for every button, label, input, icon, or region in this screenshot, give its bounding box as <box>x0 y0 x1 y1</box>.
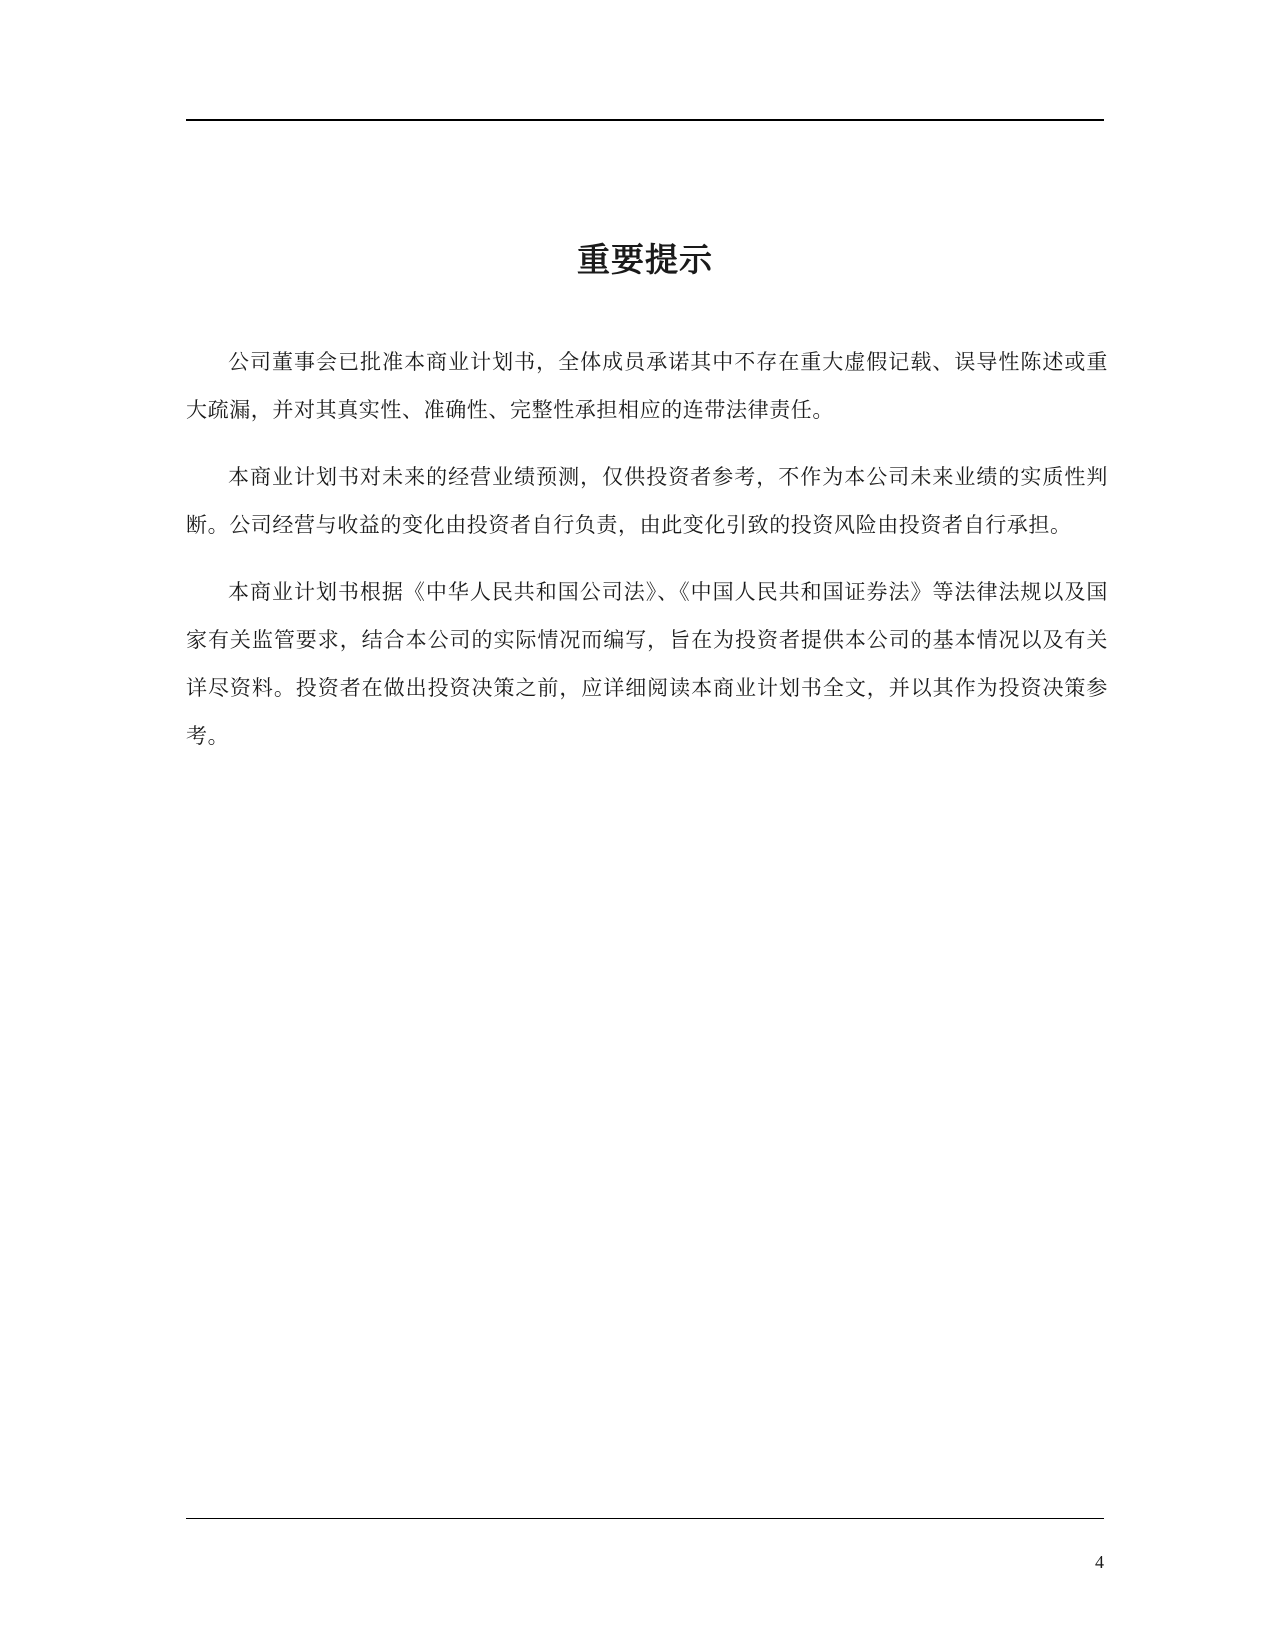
paragraph-forecast-disclaimer: 本商业计划书对未来的经营业绩预测，仅供投资者参考，不作为本公司未来业绩的实质性判断。公司经营与收益的变化由投资者自行负责，由此变化引致的投资风险由投资者自行承担。 <box>186 465 1108 537</box>
page-number: 4 <box>1095 1552 1104 1572</box>
body-text <box>186 338 1108 779</box>
page-title: 重要提示 <box>577 240 713 280</box>
footer-rule <box>186 1518 1104 1519</box>
paragraph-legal-basis: 本商业计划书根据《中华人民共和国公司法》、《中国人民共和国证券法》等法律法规以及国家有关监管要求，结合本公司的实际情况而编写，旨在为投资者提供本公司的基本情况以及有关详尽资料。投资者在做出投资决策之前，应详细阅读本商业计划书全文，并以其作为投资决策参考。 <box>186 580 1108 748</box>
header-rule <box>186 119 1104 121</box>
paragraph-board-approval: 公司董事会已批准本商业计划书，全体成员承诺其中不存在重大虚假记载、误导性陈述或重大疏漏，并对其真实性、准确性、完整性承担相应的连带法律责任。 <box>186 350 1108 422</box>
